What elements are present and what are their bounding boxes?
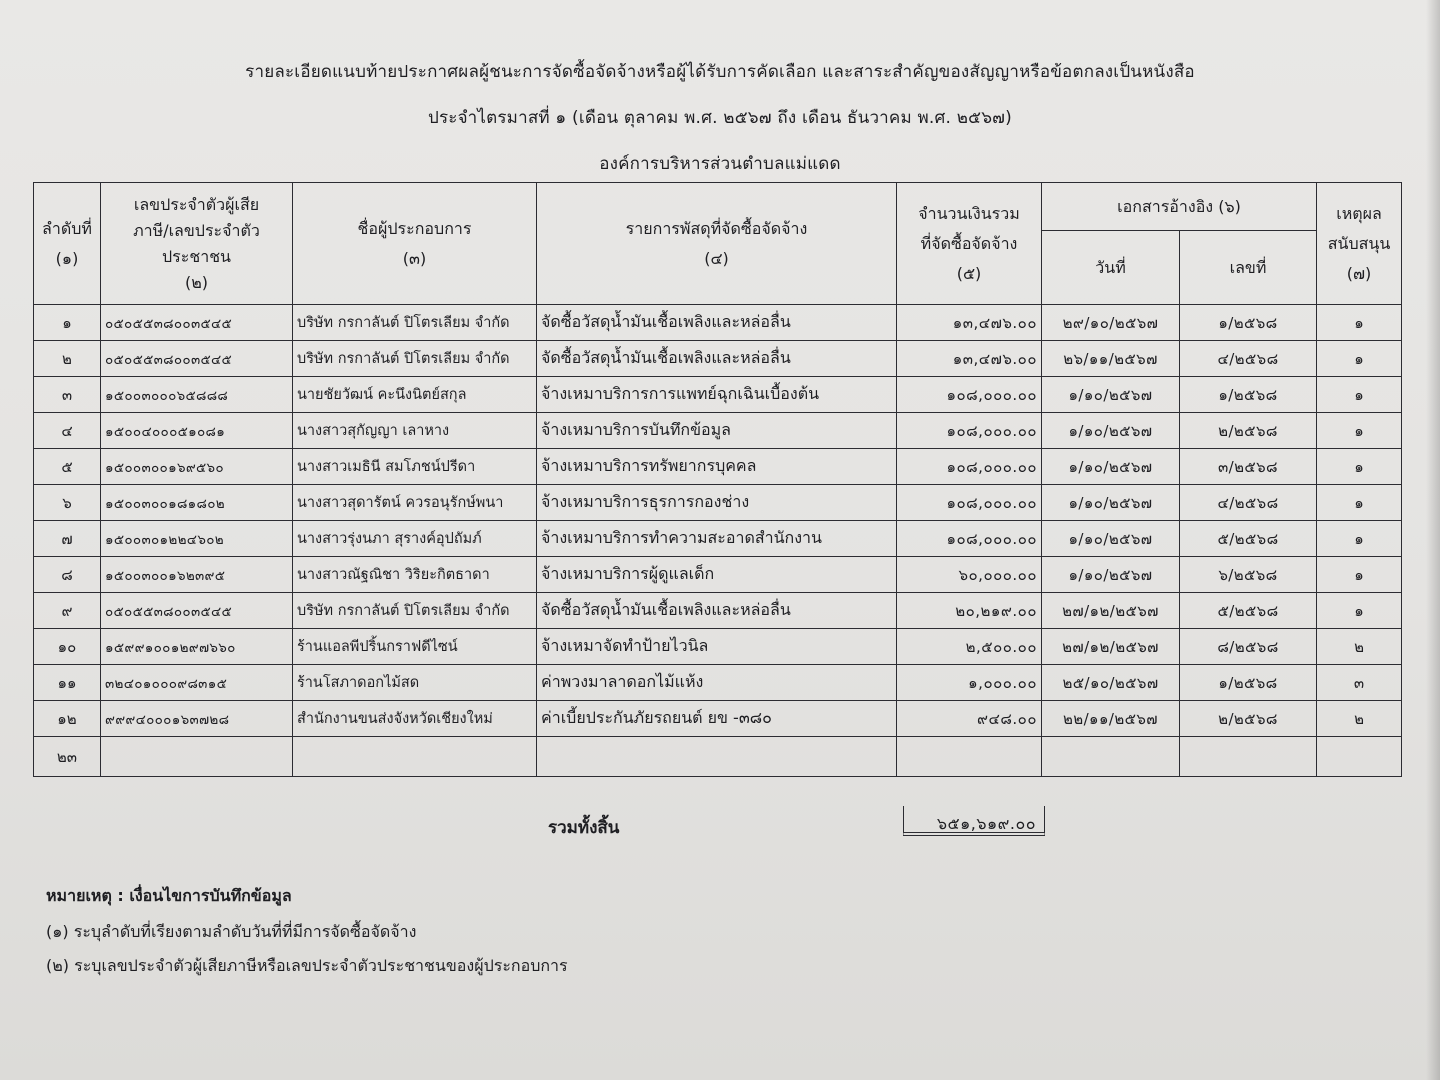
row-seq: ๙ [34,593,101,629]
row-doc-no: ๑/๒๕๖๘ [1180,377,1317,413]
row-vendor: บริษัท กรกาลันต์ ปิโตรเลียม จำกัด [293,593,537,629]
header-seq: ลำดับที่ (๑) [34,183,101,305]
row-reason: ๓ [1317,665,1402,701]
row-item: จ้างเหมาบริการทรัพยากรบุคคล [537,449,897,485]
table-row [34,557,1402,593]
document-title-line1: รายละเอียดแนบท้ายประกาศผลผู้ชนะการจัดซื้อจัดจ้างหรือผู้ได้รับการคัดเลือก และสาระสำคัญของสัญญาหรือข้อตกลงเป็นหนังสือ [245,62,1195,82]
row-reason: ๑ [1317,449,1402,485]
header-ref-docs: เอกสารอ้างอิง (๖) [1042,183,1317,231]
row-amount: ๙๔๘.๐๐ [897,701,1042,737]
header-doc-no: เลขที่ [1180,231,1317,305]
row-tax-id: ๐๕๐๕๕๓๘๐๐๓๕๔๕ [101,341,293,377]
row-doc-no: ๔/๒๕๖๘ [1180,341,1317,377]
row-date: ๑/๑๐/๒๕๖๗ [1042,485,1180,521]
row-vendor: สำนักงานขนส่งจังหวัดเชียงใหม่ [293,701,537,737]
row-item: ค่าเบี้ยประกันภัยรถยนต์ ยข -๓๘๐ [537,701,897,737]
row-amount: ๑๐๘,๐๐๐.๐๐ [897,521,1042,557]
document-title-line2: ประจำไตรมาสที่ ๑ (เดือน ตุลาคม พ.ศ. ๒๕๖๗ ถึง เดือน ธันวาคม พ.ศ. ๒๕๖๗) [427,108,1013,128]
row-seq: ๑๒ [34,701,101,737]
row-tax-id: ๑๕๐๐๓๐๑๒๒๔๖๐๒ [101,521,293,557]
row-reason: ๑ [1317,341,1402,377]
row-amount: ๑,๐๐๐.๐๐ [897,665,1042,701]
total-amount: ๖๕๑,๖๑๙.๐๐ [903,806,1045,836]
row-tax-id: ๙๙๙๔๐๐๐๑๖๓๗๒๘ [101,701,293,737]
row-tax-id: ๑๕๐๐๓๐๐๑๘๑๘๐๒ [101,485,293,521]
row-vendor: นางสาวรุ่งนภา สุรางค์อุปถัมภ์ [293,521,537,557]
row-vendor: ร้านโสภาดอกไม้สด [293,665,537,701]
row-tax-id: ๑๕๐๐๓๐๐๑๖๙๕๖๐ [101,449,293,485]
header-reason: เหตุผล สนับสนุน (๗) [1317,183,1402,305]
row-date: ๑/๑๐/๒๕๖๗ [1042,377,1180,413]
row-tax-id [101,737,293,777]
row-doc-no: ๑/๒๕๖๘ [1180,665,1317,701]
header-tax-id: เลขประจำตัวผู้เสีย ภาษี/เลขประจำตัว ประชาชน (๒) [101,183,293,305]
row-date: ๒๖/๑๑/๒๕๖๗ [1042,341,1180,377]
row-tax-id: ๓๒๔๐๑๐๐๐๙๘๓๑๕ [101,665,293,701]
header-amount: จำนวนเงินรวม ที่จัดซื้อจัดจ้าง (๕) [897,183,1042,305]
row-item: ค่าพวงมาลาดอกไม้แห้ง [537,665,897,701]
row-reason: ๑ [1317,593,1402,629]
table-row [34,413,1402,449]
row-date: ๒๙/๑๐/๒๕๖๗ [1042,305,1180,341]
total-label: รวมทั้งสิ้น [548,818,620,838]
row-doc-no: ๖/๒๕๖๘ [1180,557,1317,593]
row-seq: ๑๑ [34,665,101,701]
row-seq: ๓ [34,377,101,413]
row-tax-id: ๐๕๐๕๕๓๘๐๐๓๕๔๕ [101,305,293,341]
table-row [34,629,1402,665]
row-item: จ้างเหมาบริการธุรการกองช่าง [537,485,897,521]
row-amount: ๒๐,๒๑๙.๐๐ [897,593,1042,629]
row-item: จ้างเหมาบริการทำความสะอาดสำนักงาน [537,521,897,557]
row-item: จ้างเหมาบริการการแพทย์ฉุกเฉินเบื้องต้น [537,377,897,413]
row-amount: ๑๓,๔๗๖.๐๐ [897,305,1042,341]
row-vendor [293,737,537,777]
table-row [34,377,1402,413]
row-tax-id: ๑๕๐๐๓๐๐๐๖๕๘๘๘ [101,377,293,413]
row-reason: ๑ [1317,485,1402,521]
header-vendor: ชื่อผู้ประกอบการ (๓) [293,183,537,305]
row-tax-id: ๑๕๐๐๔๐๐๐๕๑๐๘๑ [101,413,293,449]
row-item: จัดซื้อวัสดุน้ำมันเชื้อเพลิงและหล่อลื่น [537,341,897,377]
table-row [34,737,1402,777]
procurement-table [33,182,1402,777]
row-doc-no [1180,737,1317,777]
row-vendor: นางสาวเมธินี สมโภชน์ปรีดา [293,449,537,485]
row-reason: ๑ [1317,521,1402,557]
row-vendor: บริษัท กรกาลันต์ ปิโตรเลียม จำกัด [293,305,537,341]
note-2: (๒) ระบุเลขประจำตัวผู้เสียภาษีหรือเลขประจำตัวประชาชนของผู้ประกอบการ [46,956,568,975]
row-reason: ๑ [1317,557,1402,593]
row-seq: ๘ [34,557,101,593]
row-tax-id: ๐๕๐๕๕๓๘๐๐๓๕๔๕ [101,593,293,629]
table-row [34,593,1402,629]
table-row [34,485,1402,521]
row-date: ๑/๑๐/๒๕๖๗ [1042,557,1180,593]
header-item: รายการพัสดุที่จัดซื้อจัดจ้าง (๔) [537,183,897,305]
row-doc-no: ๕/๒๕๖๘ [1180,521,1317,557]
row-date: ๑/๑๐/๒๕๖๗ [1042,449,1180,485]
row-vendor: ร้านแอลพีปริ้นกราฟดีไซน์ [293,629,537,665]
row-amount: ๑๐๘,๐๐๐.๐๐ [897,413,1042,449]
table-row [34,305,1402,341]
row-date: ๒๕/๑๐/๒๕๖๗ [1042,665,1180,701]
row-seq: ๗ [34,521,101,557]
row-item: จัดซื้อวัสดุน้ำมันเชื้อเพลิงและหล่อลื่น [537,593,897,629]
row-amount [897,737,1042,777]
row-amount: ๑๐๘,๐๐๐.๐๐ [897,485,1042,521]
table-row [34,449,1402,485]
row-seq: ๖ [34,485,101,521]
row-seq: ๕ [34,449,101,485]
note-1: (๑) ระบุลำดับที่เรียงตามลำดับวันที่ที่มีการจัดซื้อจัดจ้าง [46,922,417,941]
row-reason [1317,737,1402,777]
row-tax-id: ๑๕๐๐๓๐๐๑๖๒๓๙๕ [101,557,293,593]
row-item: จัดซื้อวัสดุน้ำมันเชื้อเพลิงและหล่อลื่น [537,305,897,341]
row-date: ๑/๑๐/๒๕๖๗ [1042,521,1180,557]
row-doc-no: ๓/๒๕๖๘ [1180,449,1317,485]
row-vendor: นายชัยวัฒน์ คะนึงนิตย์สกุล [293,377,537,413]
row-doc-no: ๒/๒๕๖๘ [1180,701,1317,737]
row-reason: ๑ [1317,305,1402,341]
row-date: ๒๗/๑๒/๒๕๖๗ [1042,593,1180,629]
table-row [34,341,1402,377]
row-date: ๑/๑๐/๒๕๖๗ [1042,413,1180,449]
row-doc-no: ๒/๒๕๖๘ [1180,413,1317,449]
row-doc-no: ๑/๒๕๖๘ [1180,305,1317,341]
row-date [1042,737,1180,777]
notes-heading: หมายเหตุ : เงื่อนไขการบันทึกข้อมูล [46,886,292,905]
table-body [34,305,1402,777]
row-vendor: นางสาวสุดารัตน์ ควรอนุรักษ์พนา [293,485,537,521]
table-row [34,701,1402,737]
row-vendor: นางสาวณัฐณิชา วิริยะกิตธาดา [293,557,537,593]
row-reason: ๑ [1317,377,1402,413]
row-item: จ้างเหมาจัดทำป้ายไวนิล [537,629,897,665]
row-item [537,737,897,777]
row-seq: ๔ [34,413,101,449]
row-seq: ๒๓ [34,737,101,777]
row-doc-no: ๕/๒๕๖๘ [1180,593,1317,629]
row-item: จ้างเหมาบริการบันทึกข้อมูล [537,413,897,449]
row-item: จ้างเหมาบริการผู้ดูแลเด็ก [537,557,897,593]
table-row [34,665,1402,701]
row-doc-no: ๘/๒๕๖๘ [1180,629,1317,665]
row-tax-id: ๑๕๙๙๑๐๐๑๒๙๗๖๖๐ [101,629,293,665]
row-reason: ๒ [1317,701,1402,737]
row-amount: ๒,๕๐๐.๐๐ [897,629,1042,665]
row-amount: ๖๐,๐๐๐.๐๐ [897,557,1042,593]
row-vendor: นางสาวสุกัญญา เลาหาง [293,413,537,449]
row-vendor: บริษัท กรกาลันต์ ปิโตรเลียม จำกัด [293,341,537,377]
table-row [34,521,1402,557]
row-date: ๒๗/๑๒/๒๕๖๗ [1042,629,1180,665]
header-date: วันที่ [1042,231,1180,305]
row-date: ๒๒/๑๑/๒๕๖๗ [1042,701,1180,737]
row-seq: ๑๐ [34,629,101,665]
row-seq: ๑ [34,305,101,341]
row-reason: ๒ [1317,629,1402,665]
organization-name: องค์การบริหารส่วนตำบลแม่แดด [599,154,841,174]
row-amount: ๑๐๘,๐๐๐.๐๐ [897,449,1042,485]
row-seq: ๒ [34,341,101,377]
row-doc-no: ๔/๒๕๖๘ [1180,485,1317,521]
row-amount: ๑๓,๔๗๖.๐๐ [897,341,1042,377]
row-reason: ๑ [1317,413,1402,449]
row-amount: ๑๐๘,๐๐๐.๐๐ [897,377,1042,413]
